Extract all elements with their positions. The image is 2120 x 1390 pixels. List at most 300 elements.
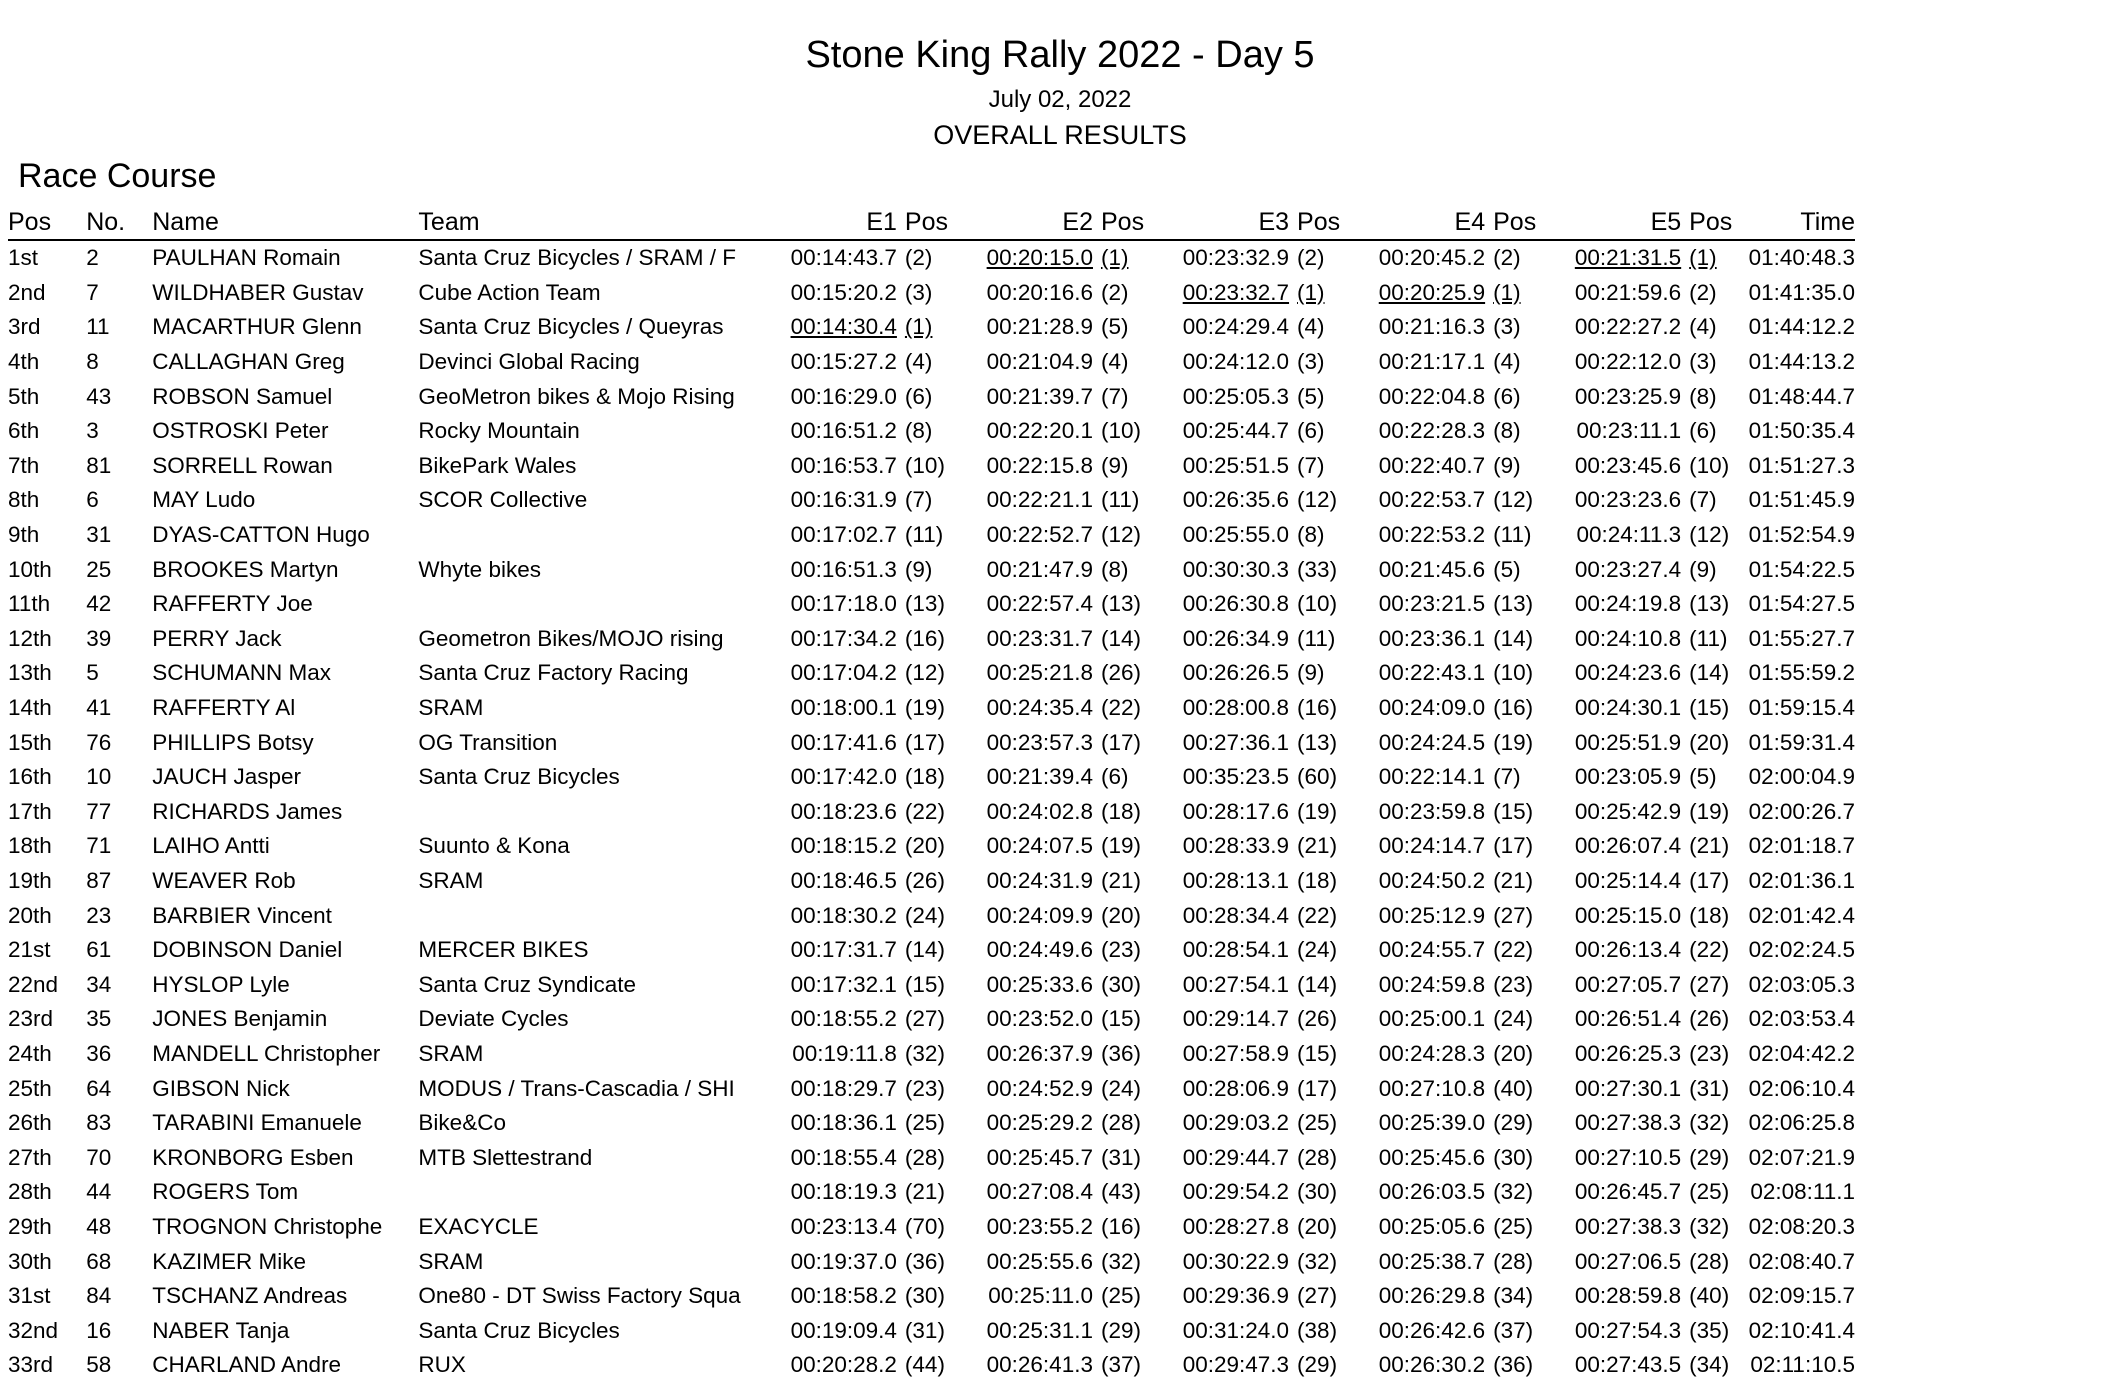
total-time: 01:40:48.3 <box>1748 245 1855 271</box>
stage-3-time: 00:29:47.3 <box>1182 1352 1290 1378</box>
total-time: 02:00:26.7 <box>1748 798 1855 824</box>
table-row <box>8 449 1855 484</box>
table-row <box>8 1002 1855 1037</box>
stage-3-position: (16) <box>1297 695 1338 721</box>
results-subtitle: OVERALL RESULTS <box>933 120 1187 150</box>
rider-number: 7 <box>86 279 99 305</box>
rider-name: OSTROSKI Peter <box>152 418 329 444</box>
stage-2-position: (8) <box>1100 556 1129 582</box>
stage-1-position: (9) <box>904 556 933 582</box>
stage-5-position: (14) <box>1689 660 1730 686</box>
stage-4-time: 00:21:16.3 <box>1378 314 1486 340</box>
stage-1-time: 00:16:53.7 <box>790 452 897 478</box>
stage-2-position: (28) <box>1100 1110 1141 1136</box>
stage-4-position: (7) <box>1493 764 1521 790</box>
stage-5-position: (32) <box>1689 1213 1730 1239</box>
rider-number: 71 <box>86 833 112 859</box>
total-time: 02:01:18.7 <box>1748 833 1855 859</box>
rider-number: 6 <box>86 487 99 513</box>
stage-5-time: 00:23:23.6 <box>1574 487 1682 513</box>
col-e2: E2 <box>940 200 1093 240</box>
stage-3-time: 00:30:30.3 <box>1182 556 1290 582</box>
stage-5-position: (25) <box>1689 1179 1730 1205</box>
rider-name: ROBSON Samuel <box>152 383 333 409</box>
stage-2-time: 00:26:41.3 <box>986 1352 1093 1378</box>
total-time: 01:55:59.2 <box>1748 660 1855 686</box>
stage-5-time: 00:26:45.7 <box>1574 1179 1682 1205</box>
stage-1-position: (14) <box>904 937 945 963</box>
stage-4-time: 00:22:04.8 <box>1378 383 1486 409</box>
stage-3-time: 00:26:35.6 <box>1182 487 1290 513</box>
stage-4-time: 00:24:55.7 <box>1378 937 1486 963</box>
total-time: 01:54:27.5 <box>1748 591 1855 617</box>
stage-4-position: (3) <box>1493 314 1521 340</box>
col-e1-pos: Pos <box>897 200 940 240</box>
rider-position: 12th <box>8 625 52 651</box>
col-time: Time <box>1724 200 1855 240</box>
stage-1-time: 00:18:46.5 <box>790 867 897 893</box>
total-time: 02:04:42.2 <box>1748 1040 1855 1066</box>
stage-2-time: 00:21:39.4 <box>986 764 1093 790</box>
col-e1: E1 <box>744 200 897 240</box>
rider-team: Deviate Cycles <box>418 1006 569 1032</box>
stage-4-position: (15) <box>1493 798 1534 824</box>
stage-2-time: 00:22:20.1 <box>986 418 1093 444</box>
col-e5: E5 <box>1528 200 1681 240</box>
col-e3: E3 <box>1136 200 1289 240</box>
rider-number: 42 <box>86 591 112 617</box>
rider-team: Santa Cruz Bicycles / SRAM / F <box>418 245 737 271</box>
rider-name: BROOKES Martyn <box>152 556 339 582</box>
rider-number: 84 <box>86 1283 112 1309</box>
stage-2-position: (7) <box>1100 383 1129 409</box>
stage-2-position: (23) <box>1100 937 1141 963</box>
stage-1-position: (27) <box>904 1006 945 1032</box>
table-row <box>8 414 1855 449</box>
stage-4-time: 00:26:42.6 <box>1378 1317 1486 1343</box>
stage-1-time: 00:17:42.0 <box>790 764 897 790</box>
rider-name: HYSLOP Lyle <box>152 971 290 997</box>
table-row <box>8 276 1855 311</box>
stage-3-position: (19) <box>1297 798 1338 824</box>
stage-5-time: 00:28:59.8 <box>1574 1283 1682 1309</box>
rider-number: 41 <box>86 695 112 721</box>
stage-2-position: (32) <box>1100 1248 1141 1274</box>
stage-1-position: (21) <box>904 1179 945 1205</box>
rider-name: PERRY Jack <box>152 625 282 651</box>
total-time: 02:07:21.9 <box>1748 1144 1855 1170</box>
stage-5-time: 00:25:15.0 <box>1574 902 1682 928</box>
rider-name: RAFFERTY Joe <box>152 591 313 617</box>
stage-4-time: 00:22:43.1 <box>1378 660 1486 686</box>
stage-5-time: 00:25:51.9 <box>1574 729 1682 755</box>
rider-team: MTB Slettestrand <box>418 1144 593 1170</box>
stage-5-time: 00:26:13.4 <box>1574 937 1682 963</box>
rider-number: 48 <box>86 1213 112 1239</box>
stage-4-time: 00:27:10.8 <box>1378 1075 1486 1101</box>
rider-name: LAIHO Antti <box>152 833 270 859</box>
rider-number: 70 <box>86 1144 112 1170</box>
event-date: July 02, 2022 <box>988 86 1132 113</box>
stage-2-position: (21) <box>1100 867 1141 893</box>
stage-2-position: (9) <box>1100 452 1129 478</box>
stage-5-position: (6) <box>1689 418 1717 444</box>
stage-3-time: 00:28:54.1 <box>1182 937 1290 963</box>
rider-position: 27th <box>8 1144 52 1170</box>
stage-1-time: 00:17:31.7 <box>790 937 897 963</box>
stage-2-position: (29) <box>1100 1317 1141 1343</box>
rider-number: 81 <box>86 452 112 478</box>
rider-name: RAFFERTY Al <box>152 695 296 721</box>
stage-1-time: 00:14:30.4 <box>790 314 897 340</box>
table-row <box>8 518 1855 553</box>
stage-3-position: (3) <box>1297 349 1325 375</box>
stage-4-time: 00:26:03.5 <box>1378 1179 1486 1205</box>
stage-2-position: (17) <box>1100 729 1141 755</box>
stage-4-position: (1) <box>1493 279 1521 305</box>
stage-1-position: (26) <box>904 867 945 893</box>
stage-2-time: 00:21:28.9 <box>986 314 1093 340</box>
stage-4-time: 00:24:28.3 <box>1378 1040 1486 1066</box>
stage-1-time: 00:19:37.0 <box>790 1248 897 1274</box>
stage-1-position: (1) <box>904 314 933 340</box>
stage-2-time: 00:24:09.9 <box>986 902 1093 928</box>
total-time: 01:41:35.0 <box>1748 279 1855 305</box>
rider-number: 8 <box>86 349 99 375</box>
stage-1-time: 00:16:51.3 <box>790 556 897 582</box>
stage-2-time: 00:24:52.9 <box>986 1075 1093 1101</box>
stage-1-position: (13) <box>904 591 945 617</box>
rider-name: GIBSON Nick <box>152 1075 290 1101</box>
stage-5-position: (2) <box>1689 279 1717 305</box>
stage-3-position: (33) <box>1297 556 1338 582</box>
table-row <box>8 1348 1855 1383</box>
stage-1-position: (10) <box>904 452 945 478</box>
stage-1-time: 00:19:11.8 <box>792 1040 897 1066</box>
stage-1-position: (19) <box>904 695 945 721</box>
stage-2-position: (31) <box>1100 1144 1141 1170</box>
stage-3-time: 00:29:44.7 <box>1182 1144 1290 1170</box>
stage-3-time: 00:30:22.9 <box>1182 1248 1290 1274</box>
rider-number: 35 <box>86 1006 112 1032</box>
rider-team: SRAM <box>418 867 484 893</box>
stage-3-position: (1) <box>1297 279 1325 305</box>
stage-4-position: (12) <box>1493 487 1534 513</box>
total-time: 01:44:13.2 <box>1748 349 1855 375</box>
stage-1-position: (7) <box>904 487 933 513</box>
stage-3-position: (4) <box>1297 314 1325 340</box>
stage-3-position: (7) <box>1297 452 1325 478</box>
stage-2-time: 00:22:15.8 <box>986 452 1093 478</box>
stage-5-time: 00:27:30.1 <box>1574 1075 1682 1101</box>
rider-number: 61 <box>86 937 112 963</box>
stage-1-position: (8) <box>904 418 933 444</box>
stage-3-time: 00:26:26.5 <box>1182 660 1290 686</box>
stage-2-position: (26) <box>1100 660 1141 686</box>
stage-1-position: (25) <box>904 1110 945 1136</box>
col-name: Name <box>152 200 418 240</box>
stage-4-position: (37) <box>1493 1317 1534 1343</box>
stage-5-position: (8) <box>1689 383 1717 409</box>
stage-3-time: 00:28:06.9 <box>1182 1075 1290 1101</box>
stage-3-position: (26) <box>1297 1006 1338 1032</box>
rider-team <box>418 1175 743 1210</box>
rider-name: ROGERS Tom <box>152 1179 299 1205</box>
stage-2-position: (36) <box>1100 1040 1141 1066</box>
stage-5-position: (10) <box>1689 452 1730 478</box>
rider-number: 64 <box>86 1075 112 1101</box>
stage-3-position: (32) <box>1297 1248 1338 1274</box>
stage-5-time: 00:21:59.6 <box>1574 279 1682 305</box>
rider-team: SRAM <box>418 1248 484 1274</box>
rider-position: 2nd <box>8 279 46 305</box>
rider-team: SRAM <box>418 695 484 721</box>
stage-1-time: 00:16:51.2 <box>790 418 897 444</box>
stage-5-time: 00:24:23.6 <box>1574 660 1682 686</box>
rider-name: MAY Ludo <box>152 487 256 513</box>
stage-5-time: 00:26:07.4 <box>1574 833 1682 859</box>
stage-1-position: (16) <box>904 625 945 651</box>
rider-position: 33rd <box>8 1352 54 1378</box>
stage-1-position: (17) <box>904 729 945 755</box>
stage-3-time: 00:29:03.2 <box>1182 1110 1290 1136</box>
rider-position: 18th <box>8 833 52 859</box>
total-time: 01:54:22.5 <box>1748 556 1855 582</box>
rider-name: TROGNON Christophe <box>152 1213 383 1239</box>
stage-4-position: (2) <box>1493 245 1521 271</box>
rider-position: 8th <box>8 487 40 513</box>
rider-number: 16 <box>86 1317 112 1343</box>
stage-3-position: (5) <box>1297 383 1325 409</box>
stage-2-position: (5) <box>1100 314 1129 340</box>
rider-name: MANDELL Christopher <box>152 1040 381 1066</box>
rider-name: KRONBORG Esben <box>152 1144 354 1170</box>
stage-1-time: 00:18:36.1 <box>790 1110 897 1136</box>
stage-4-position: (36) <box>1493 1352 1534 1378</box>
stage-4-time: 00:23:36.1 <box>1378 625 1486 651</box>
stage-4-time: 00:21:17.1 <box>1378 349 1486 375</box>
total-time: 02:09:15.7 <box>1748 1283 1855 1309</box>
rider-name: NABER Tanja <box>152 1317 290 1343</box>
stage-4-time: 00:23:59.8 <box>1378 798 1486 824</box>
rider-position: 15th <box>8 729 52 755</box>
stage-3-time: 00:35:23.5 <box>1182 764 1290 790</box>
stage-1-position: (24) <box>904 902 945 928</box>
stage-3-time: 00:24:29.4 <box>1182 314 1290 340</box>
stage-4-time: 00:22:14.1 <box>1378 764 1486 790</box>
stage-4-time: 00:25:38.7 <box>1378 1248 1486 1274</box>
stage-5-time: 00:24:11.3 <box>1576 522 1682 548</box>
stage-3-time: 00:28:00.8 <box>1182 695 1290 721</box>
stage-4-time: 00:22:40.7 <box>1378 452 1486 478</box>
rider-team: GeoMetron bikes & Mojo Rising <box>418 383 735 409</box>
total-time: 01:59:31.4 <box>1748 729 1855 755</box>
stage-2-time: 00:25:11.0 <box>988 1283 1093 1309</box>
stage-2-time: 00:20:16.6 <box>986 279 1093 305</box>
stage-1-time: 00:17:04.2 <box>790 660 897 686</box>
stage-4-time: 00:25:05.6 <box>1378 1213 1486 1239</box>
stage-5-time: 00:27:06.5 <box>1574 1248 1682 1274</box>
stage-3-position: (22) <box>1297 902 1338 928</box>
stage-4-time: 00:26:30.2 <box>1378 1352 1486 1378</box>
stage-4-time: 00:22:53.2 <box>1378 522 1486 548</box>
stage-1-time: 00:17:41.6 <box>790 729 897 755</box>
stage-3-time: 00:28:27.8 <box>1182 1213 1290 1239</box>
col-e4-pos: Pos <box>1485 200 1528 240</box>
stage-5-time: 00:25:14.4 <box>1574 867 1682 893</box>
total-time: 01:52:54.9 <box>1748 522 1855 548</box>
rider-position: 30th <box>8 1248 52 1274</box>
rider-position: 22nd <box>8 971 59 997</box>
rider-team: RUX <box>418 1352 466 1378</box>
stage-2-time: 00:21:04.9 <box>986 349 1093 375</box>
rider-team: MODUS / Trans-Cascadia / SHI <box>418 1075 735 1101</box>
rider-team: Rocky Mountain <box>418 418 580 444</box>
rider-team <box>418 795 743 830</box>
rider-number: 11 <box>86 314 110 340</box>
stage-1-position: (3) <box>904 279 933 305</box>
stage-2-time: 00:25:45.7 <box>986 1144 1093 1170</box>
stage-3-position: (15) <box>1297 1040 1338 1066</box>
stage-5-position: (31) <box>1689 1075 1730 1101</box>
stage-2-time: 00:24:31.9 <box>986 867 1093 893</box>
table-row <box>8 967 1855 1002</box>
stage-5-time: 00:27:10.5 <box>1574 1144 1682 1170</box>
stage-1-position: (15) <box>904 971 945 997</box>
stage-4-time: 00:21:45.6 <box>1378 556 1486 582</box>
rider-name: JONES Benjamin <box>152 1006 328 1032</box>
stage-4-position: (28) <box>1493 1248 1534 1274</box>
stage-5-position: (11) <box>1689 625 1728 651</box>
stage-4-time: 00:24:50.2 <box>1378 867 1486 893</box>
stage-4-time: 00:24:24.5 <box>1378 729 1486 755</box>
table-row <box>8 1279 1855 1314</box>
stage-2-position: (13) <box>1100 591 1141 617</box>
rider-position: 26th <box>8 1110 52 1136</box>
rider-number: 10 <box>86 764 112 790</box>
stage-5-position: (1) <box>1689 245 1717 271</box>
stage-3-position: (29) <box>1297 1352 1338 1378</box>
stage-2-position: (4) <box>1100 349 1129 375</box>
stage-1-time: 00:17:18.0 <box>790 591 897 617</box>
stage-1-position: (28) <box>904 1144 945 1170</box>
table-row <box>8 829 1855 864</box>
total-time: 02:08:20.3 <box>1748 1213 1855 1239</box>
rider-number: 34 <box>86 971 112 997</box>
total-time: 02:03:53.4 <box>1748 1006 1855 1032</box>
stage-2-position: (24) <box>1100 1075 1141 1101</box>
stage-3-position: (25) <box>1297 1110 1338 1136</box>
col-pos: Pos <box>8 200 86 240</box>
stage-4-position: (17) <box>1493 833 1534 859</box>
rider-position: 17th <box>8 798 52 824</box>
stage-2-position: (16) <box>1100 1213 1141 1239</box>
stage-2-position: (14) <box>1100 625 1141 651</box>
stage-3-position: (13) <box>1297 729 1338 755</box>
stage-3-time: 00:23:32.7 <box>1182 279 1290 305</box>
stage-4-position: (22) <box>1493 937 1534 963</box>
stage-3-position: (24) <box>1297 937 1338 963</box>
stage-5-time: 00:21:31.5 <box>1574 245 1682 271</box>
stage-3-position: (6) <box>1297 418 1325 444</box>
stage-5-position: (35) <box>1689 1317 1730 1343</box>
stage-3-position: (12) <box>1297 487 1338 513</box>
stage-3-position: (27) <box>1297 1283 1338 1309</box>
stage-2-position: (22) <box>1100 695 1141 721</box>
stage-4-position: (32) <box>1493 1179 1534 1205</box>
rider-number: 77 <box>86 798 112 824</box>
total-time: 01:50:35.4 <box>1748 418 1855 444</box>
rider-number: 2 <box>86 245 99 271</box>
rider-team: EXACYCLE <box>418 1213 539 1239</box>
stage-2-position: (11) <box>1100 487 1140 513</box>
stage-1-position: (31) <box>904 1317 945 1343</box>
stage-2-position: (18) <box>1100 798 1141 824</box>
stage-4-time: 00:24:59.8 <box>1378 971 1486 997</box>
stage-1-position: (32) <box>904 1040 945 1066</box>
stage-4-time: 00:24:09.0 <box>1378 695 1486 721</box>
stage-4-time: 00:25:12.9 <box>1378 902 1486 928</box>
rider-name: BARBIER Vincent <box>152 902 332 928</box>
table-row <box>8 1244 1855 1279</box>
rider-team: Cube Action Team <box>418 279 601 305</box>
stage-2-time: 00:27:08.4 <box>986 1179 1093 1205</box>
rider-position: 24th <box>8 1040 52 1066</box>
rider-team: SRAM <box>418 1040 484 1066</box>
stage-5-time: 00:27:43.5 <box>1574 1352 1682 1378</box>
stage-1-position: (4) <box>904 349 933 375</box>
stage-4-time: 00:20:45.2 <box>1378 245 1486 271</box>
stage-4-time: 00:22:28.3 <box>1378 418 1486 444</box>
stage-3-position: (30) <box>1297 1179 1338 1205</box>
stage-2-position: (10) <box>1100 418 1141 444</box>
stage-5-position: (40) <box>1689 1283 1730 1309</box>
stage-4-position: (21) <box>1493 867 1534 893</box>
stage-3-time: 00:25:44.7 <box>1182 418 1290 444</box>
table-row <box>8 760 1855 795</box>
rider-position: 31st <box>8 1283 51 1309</box>
stage-5-time: 00:27:38.3 <box>1574 1110 1682 1136</box>
stage-4-position: (8) <box>1493 418 1521 444</box>
stage-3-time: 00:26:34.9 <box>1182 625 1290 651</box>
rider-name: CHARLAND Andre <box>152 1352 342 1378</box>
stage-1-time: 00:18:19.3 <box>790 1179 897 1205</box>
rider-name: WILDHABER Gustav <box>152 279 364 305</box>
stage-5-position: (5) <box>1689 764 1717 790</box>
stage-4-position: (14) <box>1493 625 1534 651</box>
table-row <box>8 1071 1855 1106</box>
stage-3-time: 00:25:51.5 <box>1182 452 1290 478</box>
rider-team: Whyte bikes <box>418 556 541 582</box>
stage-3-time: 00:29:54.2 <box>1182 1179 1290 1205</box>
rider-number: 25 <box>86 556 112 582</box>
rider-position: 4th <box>8 349 40 375</box>
stage-5-position: (7) <box>1689 487 1717 513</box>
stage-5-position: (27) <box>1689 971 1730 997</box>
stage-2-time: 00:22:52.7 <box>986 522 1093 548</box>
rider-number: 43 <box>86 383 112 409</box>
stage-3-position: (8) <box>1297 522 1325 548</box>
total-time: 01:48:44.7 <box>1748 383 1855 409</box>
stage-4-position: (24) <box>1493 1006 1534 1032</box>
rider-position: 32nd <box>8 1317 59 1343</box>
rider-team <box>418 587 743 622</box>
rider-team: Santa Cruz Syndicate <box>418 971 637 997</box>
rider-number: 3 <box>86 418 99 444</box>
stage-3-time: 00:25:55.0 <box>1182 522 1290 548</box>
stage-5-position: (15) <box>1689 695 1730 721</box>
rider-name: WEAVER Rob <box>152 867 296 893</box>
